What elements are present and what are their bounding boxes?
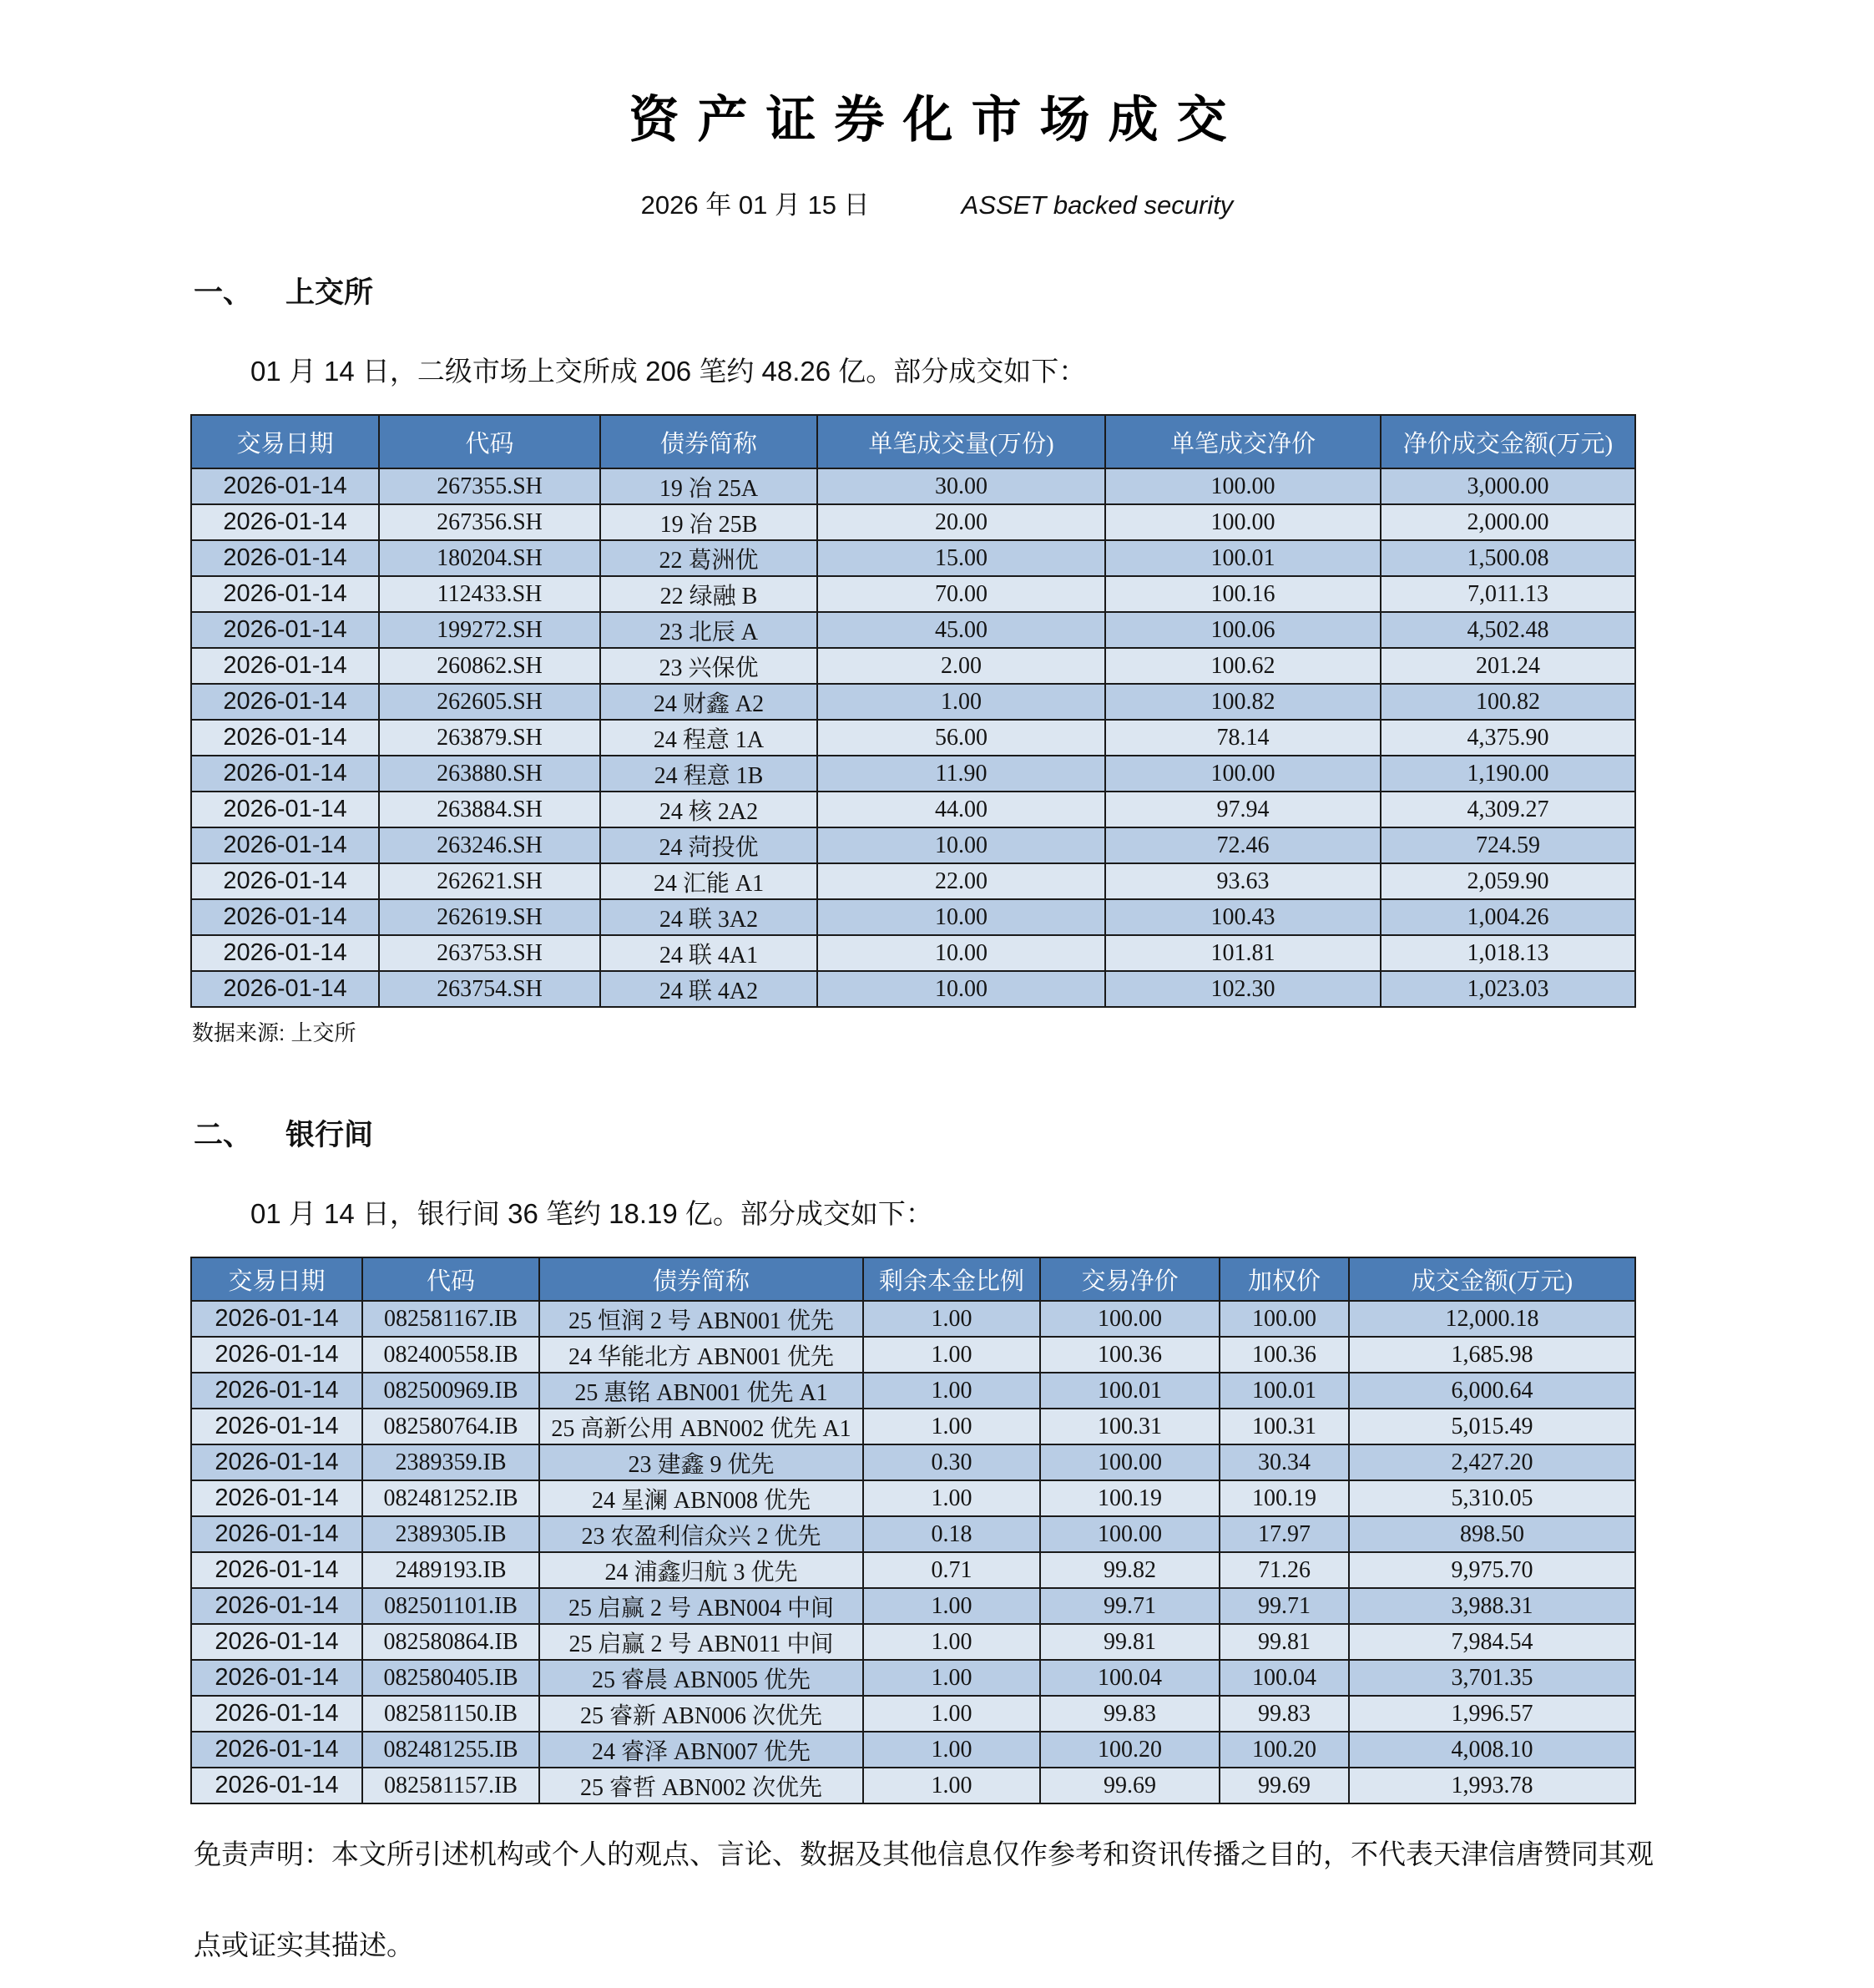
- table-cell: 3,000.00: [1381, 468, 1635, 504]
- table-cell: 5,310.05: [1349, 1480, 1635, 1516]
- table-cell: 100.82: [1381, 684, 1635, 720]
- table-row: [191, 1373, 1635, 1409]
- table-cell: 20.00: [817, 504, 1105, 540]
- table-cell: 262605.SH: [379, 684, 600, 720]
- table-row: [191, 1480, 1635, 1516]
- table-row: [191, 1768, 1635, 1803]
- table-row: [191, 1516, 1635, 1552]
- table-cell: 100.00: [1220, 1301, 1349, 1337]
- table-cell: 56.00: [817, 720, 1105, 756]
- table-cell: 1,993.78: [1349, 1768, 1635, 1803]
- table-cell: 100.20: [1220, 1732, 1349, 1768]
- table-cell: 22 葛洲优: [600, 540, 817, 576]
- table-cell: 23 北辰 A: [600, 612, 817, 648]
- table-cell: 1,023.03: [1381, 971, 1635, 1007]
- table-cell: 0.71: [863, 1552, 1040, 1588]
- table-cell: 2026-01-14: [191, 1768, 362, 1803]
- table-cell: 19 冶 25B: [600, 504, 817, 540]
- table-cell: 082400558.IB: [362, 1337, 539, 1373]
- table-cell: 100.01: [1040, 1373, 1220, 1409]
- table-cell: 2026-01-14: [191, 1301, 362, 1337]
- table-cell: 10.00: [817, 827, 1105, 863]
- table-cell: 082580764.IB: [362, 1409, 539, 1444]
- table-cell: 2026-01-14: [191, 1373, 362, 1409]
- table-cell: 71.26: [1220, 1552, 1349, 1588]
- table-cell: 201.24: [1381, 648, 1635, 684]
- table-cell: 1.00: [863, 1337, 1040, 1373]
- table-cell: 2026-01-14: [191, 792, 379, 827]
- table-cell: 25 惠铭 ABN001 优先 A1: [539, 1373, 863, 1409]
- table-cell: 23 农盈利信众兴 2 优先: [539, 1516, 863, 1552]
- table-cell: 24 睿泽 ABN007 优先: [539, 1732, 863, 1768]
- column-header: 债券简称: [600, 415, 817, 468]
- table-cell: 24 核 2A2: [600, 792, 817, 827]
- table-cell: 10.00: [817, 935, 1105, 971]
- table-cell: 1.00: [863, 1732, 1040, 1768]
- section-2-number: 二、: [194, 1119, 253, 1151]
- table-cell: 25 恒润 2 号 ABN001 优先: [539, 1301, 863, 1337]
- table-cell: 263879.SH: [379, 720, 600, 756]
- table-cell: 100.36: [1040, 1337, 1220, 1373]
- table-cell: 24 程意 1B: [600, 756, 817, 792]
- table-cell: 72.46: [1105, 827, 1381, 863]
- table-cell: 99.71: [1040, 1588, 1220, 1624]
- table-cell: 082500969.IB: [362, 1373, 539, 1409]
- table-cell: 2489193.IB: [362, 1552, 539, 1588]
- table-cell: 101.81: [1105, 935, 1381, 971]
- section-1-heading: [194, 270, 1874, 311]
- table-row: [191, 504, 1635, 540]
- column-header: 交易日期: [191, 1257, 362, 1301]
- table-cell: 100.43: [1105, 899, 1381, 935]
- column-header: 交易日期: [191, 415, 379, 468]
- table-row: [191, 827, 1635, 863]
- table-cell: 082580405.IB: [362, 1660, 539, 1696]
- table-cell: 4,502.48: [1381, 612, 1635, 648]
- table-row: [191, 1409, 1635, 1444]
- table-cell: 082481252.IB: [362, 1480, 539, 1516]
- table-cell: 263753.SH: [379, 935, 600, 971]
- table-cell: 4,008.10: [1349, 1732, 1635, 1768]
- table-cell: 100.36: [1220, 1337, 1349, 1373]
- table-cell: 24 星澜 ABN008 优先: [539, 1480, 863, 1516]
- table-cell: 2026-01-14: [191, 576, 379, 612]
- report-subtitle: ASSET backed security: [961, 190, 1234, 220]
- table-row: [191, 684, 1635, 720]
- table-cell: 2026-01-14: [191, 827, 379, 863]
- table-cell: 082581157.IB: [362, 1768, 539, 1803]
- table-row: [191, 1301, 1635, 1337]
- section-2-intro: 01 月 14 日，银行间 36 笔约 18.19 亿。部分成交如下：: [250, 1198, 933, 1229]
- table-cell: 2026-01-14: [191, 1588, 362, 1624]
- table-cell: 30.00: [817, 468, 1105, 504]
- column-header: 代码: [379, 415, 600, 468]
- table-cell: 100.62: [1105, 648, 1381, 684]
- table-cell: 102.30: [1105, 971, 1381, 1007]
- table-cell: 70.00: [817, 576, 1105, 612]
- header-row: [191, 1257, 1635, 1301]
- section-2-title: 银行间: [285, 1119, 374, 1151]
- table-cell: 2026-01-14: [191, 1552, 362, 1588]
- disclaimer-line-1: 免责声明：本文所引述机构或个人的观点、言论、数据及其他信息仅作参考和资讯传播之目的，不代表天津信唐赞同其观: [194, 1839, 1654, 1869]
- table-cell: 100.20: [1040, 1732, 1220, 1768]
- table-cell: 45.00: [817, 612, 1105, 648]
- table-cell: 0.18: [863, 1516, 1040, 1552]
- table-cell: 78.14: [1105, 720, 1381, 756]
- table-cell: 112433.SH: [379, 576, 600, 612]
- table-row: [191, 863, 1635, 899]
- table-row: [191, 540, 1635, 576]
- table-row: [191, 756, 1635, 792]
- column-header: 净价成交金额(万元): [1381, 415, 1635, 468]
- table-row: [191, 899, 1635, 935]
- table-cell: 2026-01-14: [191, 1624, 362, 1660]
- table-cell: 2026-01-14: [191, 756, 379, 792]
- table-cell: 1.00: [863, 1696, 1040, 1732]
- disclaimer: [194, 1833, 1680, 1963]
- table-cell: 24 联 4A2: [600, 971, 817, 1007]
- table-cell: 2026-01-14: [191, 720, 379, 756]
- table-cell: 199272.SH: [379, 612, 600, 648]
- table-cell: 898.50: [1349, 1516, 1635, 1552]
- table-cell: 100.19: [1040, 1480, 1220, 1516]
- dateline: [0, 184, 1874, 221]
- table-cell: 2026-01-14: [191, 540, 379, 576]
- table-cell: 2026-01-14: [191, 1732, 362, 1768]
- table-row: [191, 935, 1635, 971]
- table-cell: 100.00: [1105, 504, 1381, 540]
- table-cell: 1.00: [817, 684, 1105, 720]
- table-cell: 1.00: [863, 1373, 1040, 1409]
- table-cell: 0.30: [863, 1444, 1040, 1480]
- column-header: 单笔成交量(万份): [817, 415, 1105, 468]
- table-cell: 24 菏投优: [600, 827, 817, 863]
- table-cell: 3,701.35: [1349, 1660, 1635, 1696]
- table-cell: 2026-01-14: [191, 1480, 362, 1516]
- report-date: 2026 年 01 月 15 日: [640, 190, 870, 220]
- table-row: [191, 576, 1635, 612]
- table-cell: 1.00: [863, 1588, 1040, 1624]
- table-row: [191, 648, 1635, 684]
- table-cell: 100.31: [1040, 1409, 1220, 1444]
- table-cell: 082501101.IB: [362, 1588, 539, 1624]
- table-cell: 4,375.90: [1381, 720, 1635, 756]
- table-cell: 100.04: [1220, 1660, 1349, 1696]
- table-cell: 2026-01-14: [191, 648, 379, 684]
- table-cell: 1.00: [863, 1768, 1040, 1803]
- table-cell: 2026-01-14: [191, 899, 379, 935]
- column-header: 加权价: [1220, 1257, 1349, 1301]
- table-cell: 24 汇能 A1: [600, 863, 817, 899]
- section-1-title: 上交所: [285, 276, 374, 309]
- table-cell: 9,975.70: [1349, 1552, 1635, 1588]
- column-header: 剩余本金比例: [863, 1257, 1040, 1301]
- table-cell: 2026-01-14: [191, 612, 379, 648]
- table-cell: 263246.SH: [379, 827, 600, 863]
- table-cell: 100.00: [1040, 1301, 1220, 1337]
- table-cell: 724.59: [1381, 827, 1635, 863]
- table-cell: 2026-01-14: [191, 863, 379, 899]
- table-cell: 99.82: [1040, 1552, 1220, 1588]
- table-cell: 2026-01-14: [191, 1444, 362, 1480]
- table-cell: 1.00: [863, 1409, 1040, 1444]
- interbank-table-body: [191, 1301, 1635, 1803]
- table-cell: 100.01: [1220, 1373, 1349, 1409]
- table-cell: 2026-01-14: [191, 684, 379, 720]
- table-cell: 082581167.IB: [362, 1301, 539, 1337]
- table-cell: 100.06: [1105, 612, 1381, 648]
- sse-trades-table: [190, 414, 1636, 1008]
- interbank-trades-table: [190, 1257, 1636, 1804]
- table-cell: 23 兴保优: [600, 648, 817, 684]
- table-cell: 4,309.27: [1381, 792, 1635, 827]
- table-cell: 2,427.20: [1349, 1444, 1635, 1480]
- sse-table-header: [191, 415, 1635, 468]
- table-cell: 97.94: [1105, 792, 1381, 827]
- table-cell: 2026-01-14: [191, 971, 379, 1007]
- table-cell: 24 华能北方 ABN001 优先: [539, 1337, 863, 1373]
- table-cell: 100.01: [1105, 540, 1381, 576]
- table-cell: 2026-01-14: [191, 1516, 362, 1552]
- table-row: [191, 1696, 1635, 1732]
- table-cell: 2026-01-14: [191, 468, 379, 504]
- table-cell: 082481255.IB: [362, 1732, 539, 1768]
- table-row: [191, 612, 1635, 648]
- table-cell: 24 联 4A1: [600, 935, 817, 971]
- table-cell: 1,685.98: [1349, 1337, 1635, 1373]
- table-cell: 2026-01-14: [191, 1409, 362, 1444]
- table-cell: 2026-01-14: [191, 504, 379, 540]
- table-cell: 24 联 3A2: [600, 899, 817, 935]
- table-cell: 2026-01-14: [191, 1660, 362, 1696]
- table-cell: 2,059.90: [1381, 863, 1635, 899]
- table-cell: 2026-01-14: [191, 1696, 362, 1732]
- table-cell: 22 绿融 B: [600, 576, 817, 612]
- table-cell: 267356.SH: [379, 504, 600, 540]
- table-cell: 99.71: [1220, 1588, 1349, 1624]
- table-cell: 99.83: [1220, 1696, 1349, 1732]
- table-cell: 100.31: [1220, 1409, 1349, 1444]
- table-cell: 44.00: [817, 792, 1105, 827]
- sse-table-body: [191, 468, 1635, 1007]
- table-row: [191, 1660, 1635, 1696]
- section-2-heading: [194, 1112, 1874, 1154]
- table-cell: 2026-01-14: [191, 935, 379, 971]
- table-cell: 082581150.IB: [362, 1696, 539, 1732]
- page-title: 资产证券化市场成交: [629, 92, 1245, 148]
- table-cell: 2.00: [817, 648, 1105, 684]
- table-cell: 267355.SH: [379, 468, 600, 504]
- table-row: [191, 971, 1635, 1007]
- table-cell: 2389359.IB: [362, 1444, 539, 1480]
- table-cell: 24 浦鑫归航 3 优先: [539, 1552, 863, 1588]
- table-cell: 2,000.00: [1381, 504, 1635, 540]
- disclaimer-line-2: 点或证实其描述。: [194, 1930, 414, 1960]
- table-cell: 260862.SH: [379, 648, 600, 684]
- table-cell: 1,190.00: [1381, 756, 1635, 792]
- table-cell: 100.00: [1040, 1444, 1220, 1480]
- table-cell: 24 财鑫 A2: [600, 684, 817, 720]
- table-cell: 1,018.13: [1381, 935, 1635, 971]
- table-cell: 1,500.08: [1381, 540, 1635, 576]
- section-1-number: 一、: [194, 276, 253, 309]
- table-row: [191, 792, 1635, 827]
- table-cell: 7,011.13: [1381, 576, 1635, 612]
- table-cell: 24 程意 1A: [600, 720, 817, 756]
- column-header: 债券简称: [539, 1257, 863, 1301]
- column-header: 单笔成交净价: [1105, 415, 1381, 468]
- interbank-table-header: [191, 1257, 1635, 1301]
- table-row: [191, 1552, 1635, 1588]
- table-cell: 2026-01-14: [191, 1337, 362, 1373]
- table-row: [191, 1624, 1635, 1660]
- table-cell: 5,015.49: [1349, 1409, 1635, 1444]
- table-cell: 262619.SH: [379, 899, 600, 935]
- table-cell: 15.00: [817, 540, 1105, 576]
- table-row: [191, 1732, 1635, 1768]
- table-cell: 93.63: [1105, 863, 1381, 899]
- table-cell: 99.83: [1040, 1696, 1220, 1732]
- table-cell: 17.97: [1220, 1516, 1349, 1552]
- table-cell: 30.34: [1220, 1444, 1349, 1480]
- table-cell: 262621.SH: [379, 863, 600, 899]
- table-cell: 100.00: [1105, 756, 1381, 792]
- table-cell: 10.00: [817, 971, 1105, 1007]
- table-row: [191, 1337, 1635, 1373]
- table-cell: 99.81: [1220, 1624, 1349, 1660]
- table-cell: 25 睿哲 ABN002 次优先: [539, 1768, 863, 1803]
- table-cell: 99.69: [1040, 1768, 1220, 1803]
- table-cell: 100.04: [1040, 1660, 1220, 1696]
- table-cell: 100.00: [1040, 1516, 1220, 1552]
- table-row: [191, 468, 1635, 504]
- source-note: 数据来源: 上交所: [192, 1020, 356, 1045]
- table-cell: 25 启赢 2 号 ABN011 中间: [539, 1624, 863, 1660]
- table-cell: 100.16: [1105, 576, 1381, 612]
- table-cell: 1.00: [863, 1660, 1040, 1696]
- table-cell: 7,984.54: [1349, 1624, 1635, 1660]
- table-cell: 2389305.IB: [362, 1516, 539, 1552]
- table-cell: 99.69: [1220, 1768, 1349, 1803]
- table-cell: 263884.SH: [379, 792, 600, 827]
- table-cell: 23 建鑫 9 优先: [539, 1444, 863, 1480]
- table-cell: 100.00: [1105, 468, 1381, 504]
- table-row: [191, 1588, 1635, 1624]
- table-cell: 25 睿新 ABN006 次优先: [539, 1696, 863, 1732]
- table-cell: 99.81: [1040, 1624, 1220, 1660]
- table-cell: 100.82: [1105, 684, 1381, 720]
- table-cell: 1.00: [863, 1480, 1040, 1516]
- table-cell: 180204.SH: [379, 540, 600, 576]
- table-cell: 100.19: [1220, 1480, 1349, 1516]
- table-cell: 25 睿晨 ABN005 优先: [539, 1660, 863, 1696]
- table-cell: 1.00: [863, 1624, 1040, 1660]
- table-cell: 1,004.26: [1381, 899, 1635, 935]
- table-cell: 11.90: [817, 756, 1105, 792]
- section-1-intro: 01 月 14 日，二级市场上交所成 206 笔约 48.26 亿。部分成交如下：: [250, 356, 1087, 387]
- table-cell: 3,988.31: [1349, 1588, 1635, 1624]
- header-row: [191, 415, 1635, 468]
- table-cell: 25 高新公用 ABN002 优先 A1: [539, 1409, 863, 1444]
- table-cell: 263754.SH: [379, 971, 600, 1007]
- table-cell: 12,000.18: [1349, 1301, 1635, 1337]
- table-cell: 1.00: [863, 1301, 1040, 1337]
- column-header: 代码: [362, 1257, 539, 1301]
- table-cell: 22.00: [817, 863, 1105, 899]
- table-cell: 10.00: [817, 899, 1105, 935]
- table-cell: 1,996.57: [1349, 1696, 1635, 1732]
- table-row: [191, 1444, 1635, 1480]
- table-cell: 25 启赢 2 号 ABN004 中间: [539, 1588, 863, 1624]
- column-header: 交易净价: [1040, 1257, 1220, 1301]
- table-cell: 19 冶 25A: [600, 468, 817, 504]
- table-row: [191, 720, 1635, 756]
- column-header: 成交金额(万元): [1349, 1257, 1635, 1301]
- table-cell: 082580864.IB: [362, 1624, 539, 1660]
- table-cell: 263880.SH: [379, 756, 600, 792]
- table-cell: 6,000.64: [1349, 1373, 1635, 1409]
